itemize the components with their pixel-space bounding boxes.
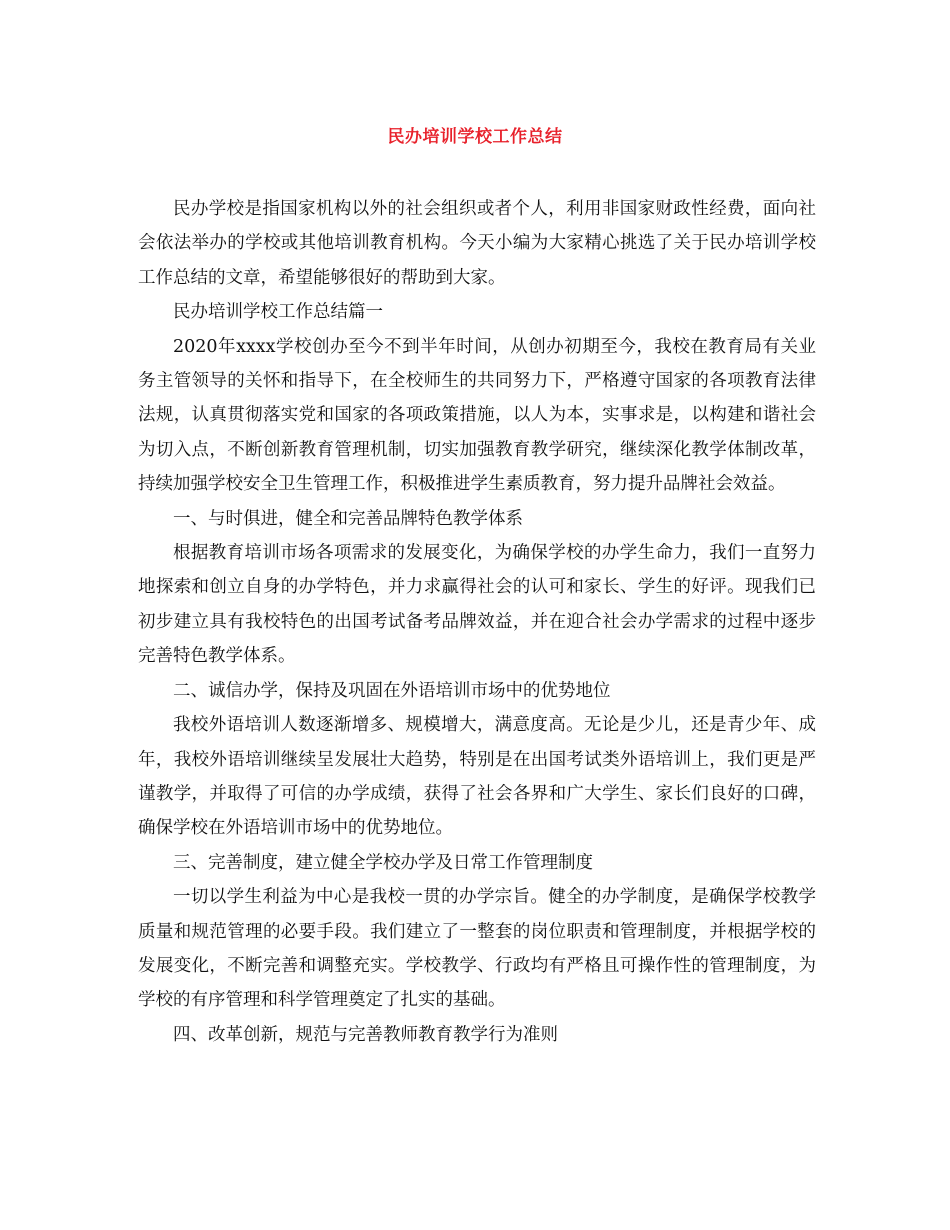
section-heading-4: 四、改革创新，规范与完善教师教育教学行为准则 <box>173 1024 558 1045</box>
document-title: 民办培训学校工作总结 <box>387 127 563 147</box>
section-heading-part-one: 民办培训学校工作总结篇一 <box>173 302 383 323</box>
section-heading-2: 二、诚信办学，保持及巩固在外语培训市场中的优势地位 <box>173 680 611 701</box>
section-heading-1: 一、与时俱进，健全和完善品牌特色教学体系 <box>173 508 523 529</box>
section-heading-3: 三、完善制度，建立健全学校办学及日常工作管理制度 <box>173 852 593 873</box>
paragraph-intro: 民办学校是指国家机构以外的社会组织或者个人，利用非国家财政性经费，面向社会依法举办的学校或其他培训教育机构。今天小编为大家精心挑选了关于民办培训学校工作总结的文章，希望能够很好的帮助到大家。 <box>138 199 816 288</box>
paragraph-section-3: 一切以学生利益为中心是我校一贯的办学宗旨。健全的办学制度，是确保学校教学质量和规范管理的必要手段。我们建立了一整套的岗位职责和管理制度，并根据学校的发展变化，不断完善和调整充实。学校教学、行政均有严格且可操作性的管理制度，为学校的有序管理和科学管理奠定了扎实的基础。 <box>138 887 816 1011</box>
paragraph-section-2: 我校外语培训人数逐渐增多、规模增大，满意度高。无论是少儿，还是青少年、成年，我校外语培训继续呈发展壮大趋势，特别是在出国考试类外语培训上，我们更是严谨教学，并取得了可信的办学成绩，获得了社会各界和广大学生、家长们良好的口碑，确保学校在外语培训市场中的优势地位。 <box>138 715 816 839</box>
document-body <box>138 192 816 1052</box>
paragraph-section-1: 根据教育培训市场各项需求的发展变化，为确保学校的办学生命力，我们一直努力地探索和创立自身的办学特色，并力求赢得社会的认可和家长、学生的好评。现我们已初步建立具有我校特色的出国考试备考品牌效益，并在迎合社会办学需求的过程中逐步完善特色教学体系。 <box>138 543 816 667</box>
paragraph-overview: 2020年xxxx学校创办至今不到半年时间，从创办初期至今，我校在教育局有关业务主管领导的关怀和指导下，在全校师生的共同努力下，严格遵守国家的各项教育法律法规，认真贯彻落实党和国家的各项政策措施，以人为本，实事求是，以构建和谐社会为切入点，不断创新教育管理机制，切实加强教育教学研究，继续深化教学体制改革，持续加强学校安全卫生管理工作，积极推进学生素质教育，努力提升品牌社会效益。 <box>138 336 816 495</box>
